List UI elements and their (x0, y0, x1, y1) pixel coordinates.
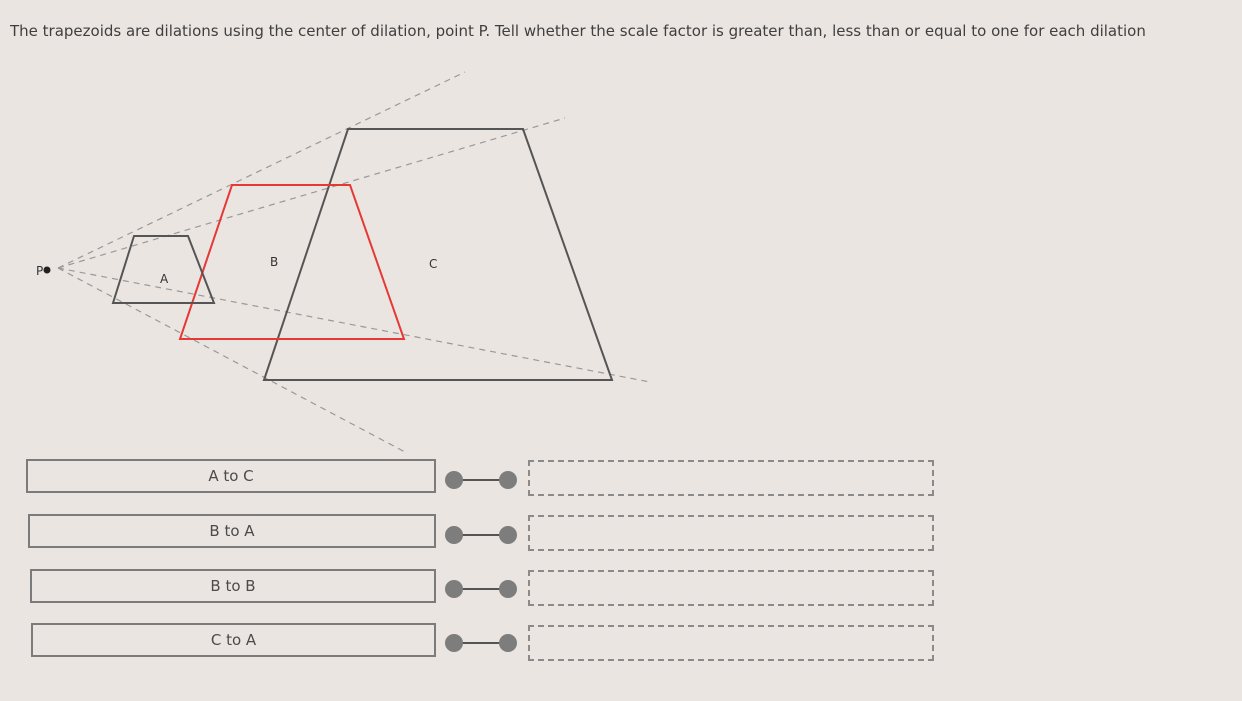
connector-dot-right[interactable] (499, 634, 517, 652)
trapezoid-c (264, 129, 612, 380)
connector-dot-left[interactable] (445, 471, 463, 489)
source-tile-a-to-c[interactable]: A to C (26, 459, 436, 493)
connector-dot-right[interactable] (499, 526, 517, 544)
connector (445, 471, 519, 489)
point-p-label: P (36, 264, 44, 278)
connector (445, 526, 519, 544)
connector-dot-left[interactable] (445, 634, 463, 652)
drop-target-b-to-a[interactable] (528, 515, 934, 551)
connector-dot-left[interactable] (445, 580, 463, 598)
guide-line-upper (58, 118, 565, 268)
drop-target-c-to-a[interactable] (528, 625, 934, 661)
connector (445, 580, 519, 598)
drop-target-b-to-b[interactable] (528, 570, 934, 606)
center-point-p (44, 267, 51, 274)
guide-line-bottom (58, 268, 405, 452)
guide-line-top (58, 72, 465, 268)
trapezoid-a-label: A (160, 272, 169, 286)
source-tile-b-to-b[interactable]: B to B (30, 569, 436, 603)
connector (445, 634, 519, 652)
trapezoid-a (113, 236, 214, 303)
trapezoid-c-label: C (429, 257, 438, 271)
source-tile-c-to-a[interactable]: C to A (31, 623, 436, 657)
trapezoid-b-label: B (270, 255, 279, 269)
connector-dot-right[interactable] (499, 471, 517, 489)
connector-dot-left[interactable] (445, 526, 463, 544)
drop-target-a-to-c[interactable] (528, 460, 934, 496)
guide-line-lower (58, 268, 650, 382)
source-tile-b-to-a[interactable]: B to A (28, 514, 436, 548)
connector-dot-right[interactable] (499, 580, 517, 598)
trapezoid-b (180, 185, 404, 339)
question-prompt: The trapezoids are dilations using the center of dilation, point P. Tell whether the scale factor is greater than, less than or equal to one for each dilation (10, 22, 1146, 40)
